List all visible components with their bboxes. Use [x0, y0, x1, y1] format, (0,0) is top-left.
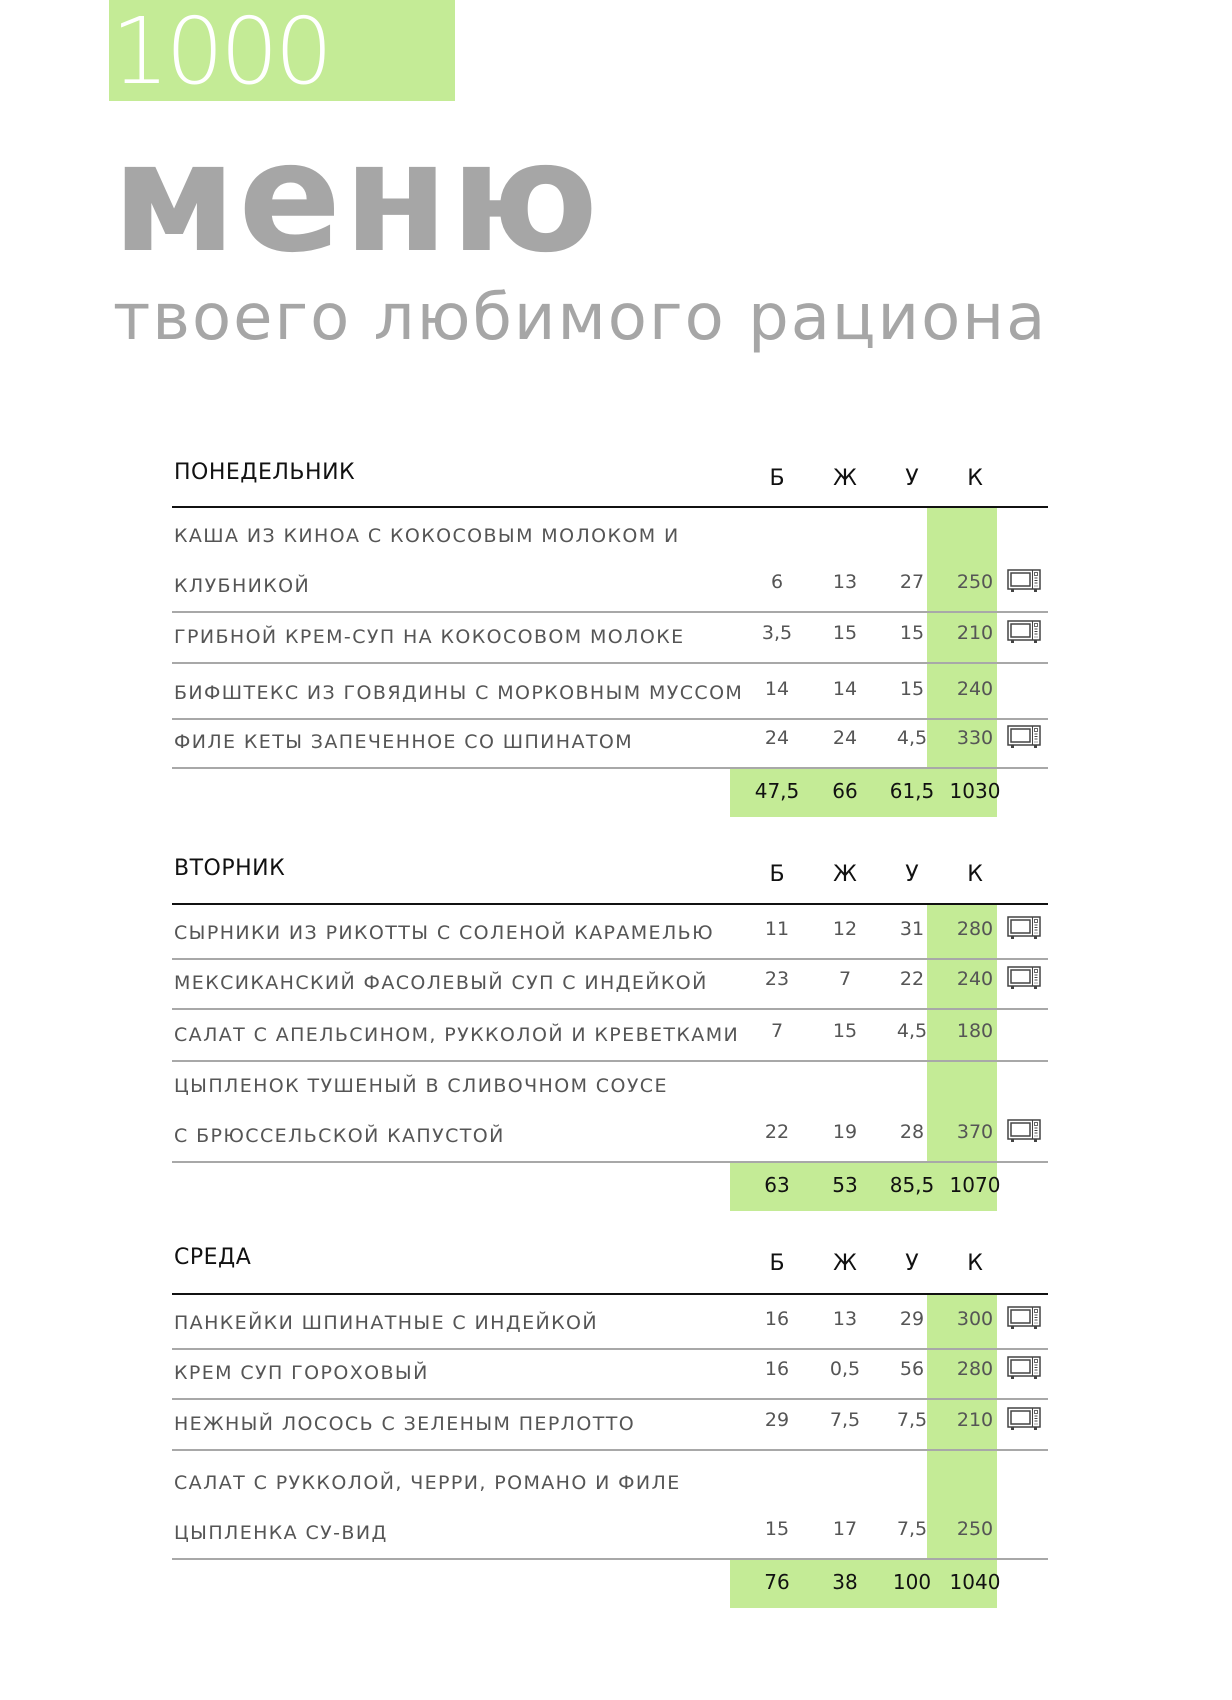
meal-carbs: 22 — [899, 968, 925, 990]
calorie-badge — [109, 0, 455, 105]
day-section — [172, 848, 1048, 1211]
meal-carbs: 28 — [899, 1121, 925, 1143]
meal-kcal: 250 — [956, 1518, 994, 1540]
column-header-protein: Б — [769, 466, 785, 491]
meal-fat: 14 — [832, 678, 858, 700]
microwave-icon — [1007, 916, 1041, 940]
column-header-carbs: У — [905, 1251, 919, 1276]
column-header-carbs: У — [905, 862, 919, 887]
meal-protein: 22 — [764, 1121, 790, 1143]
column-header-kcal: К — [967, 466, 983, 491]
meal-kcal: 210 — [956, 622, 994, 644]
meal-fat: 13 — [832, 1308, 858, 1330]
meal-kcal: 370 — [956, 1121, 994, 1143]
meal-protein: 6 — [770, 571, 784, 593]
dish-name: САЛАТ С АПЕЛЬСИНОМ, РУККОЛОЙ И КРЕВЕТКАМИ — [174, 1024, 740, 1046]
dish-name: ЦЫПЛЕНКА СУ-ВИД — [174, 1522, 388, 1544]
meal-fat: 0,5 — [829, 1358, 861, 1380]
day-section — [172, 1237, 1048, 1608]
dish-name: КЛУБНИКОЙ — [174, 575, 311, 597]
meal-fat: 7,5 — [829, 1409, 861, 1431]
meal-protein: 29 — [764, 1409, 790, 1431]
dish-name: ГРИБНОЙ КРЕМ-СУП НА КОКОСОВОМ МОЛОКЕ — [174, 626, 685, 648]
dish-name: БИФШТЕКС ИЗ ГОВЯДИНЫ С МОРКОВНЫМ МУССОМ — [174, 682, 744, 704]
meal-kcal: 280 — [956, 918, 994, 940]
meal-fat: 12 — [832, 918, 858, 940]
meal-fat: 24 — [832, 727, 858, 749]
day-section — [172, 452, 1048, 817]
page-subtitle: твоего любимого рациона — [113, 281, 1048, 355]
total-carbs: 85,5 — [889, 1173, 935, 1197]
day-title: ВТОРНИК — [174, 856, 286, 881]
meal-fat: 7 — [838, 968, 852, 990]
meal-protein: 11 — [764, 918, 790, 940]
column-header-protein: Б — [769, 1251, 785, 1276]
microwave-icon — [1007, 1119, 1041, 1143]
meal-fat: 19 — [832, 1121, 858, 1143]
meal-carbs: 56 — [899, 1358, 925, 1380]
meal-kcal: 180 — [956, 1020, 994, 1042]
meal-fat: 17 — [832, 1518, 858, 1540]
meal-protein: 23 — [764, 968, 790, 990]
total-carbs: 61,5 — [889, 779, 935, 803]
dish-name: ФИЛЕ КЕТЫ ЗАПЕЧЕННОЕ СО ШПИНАТОМ — [174, 731, 633, 753]
column-header-fat: Ж — [833, 466, 857, 491]
meal-carbs: 15 — [899, 622, 925, 644]
total-protein: 76 — [764, 1570, 790, 1594]
column-header-kcal: К — [967, 1251, 983, 1276]
meal-fat: 15 — [832, 622, 858, 644]
meal-kcal: 330 — [956, 727, 994, 749]
total-kcal: 1070 — [949, 1173, 1001, 1197]
column-header-kcal: К — [967, 862, 983, 887]
column-header-fat: Ж — [833, 862, 857, 887]
meal-kcal: 240 — [956, 968, 994, 990]
meal-protein: 24 — [764, 727, 790, 749]
dish-name: С БРЮССЕЛЬСКОЙ КАПУСТОЙ — [174, 1125, 505, 1147]
meal-fat: 15 — [832, 1020, 858, 1042]
meal-carbs: 7,5 — [896, 1409, 928, 1431]
dish-name: КРЕМ СУП ГОРОХОВЫЙ — [174, 1362, 429, 1384]
microwave-icon — [1007, 1306, 1041, 1330]
day-title: СРЕДА — [174, 1245, 252, 1270]
microwave-icon — [1007, 725, 1041, 749]
meal-kcal: 240 — [956, 678, 994, 700]
meal-kcal: 250 — [956, 571, 994, 593]
page-title: меню — [112, 109, 601, 286]
meal-carbs: 7,5 — [896, 1518, 928, 1540]
meal-carbs: 4,5 — [896, 1020, 928, 1042]
total-kcal: 1040 — [949, 1570, 1001, 1594]
total-protein: 47,5 — [754, 779, 800, 803]
dish-name: НЕЖНЫЙ ЛОСОСЬ С ЗЕЛЕНЫМ ПЕРЛОТТО — [174, 1413, 636, 1435]
meal-carbs: 27 — [899, 571, 925, 593]
calorie-badge-text: 1000 — [111, 0, 330, 105]
meal-kcal: 300 — [956, 1308, 994, 1330]
microwave-icon — [1007, 1356, 1041, 1380]
column-header-fat: Ж — [833, 1251, 857, 1276]
meal-protein: 3,5 — [761, 622, 793, 644]
microwave-icon — [1007, 1407, 1041, 1431]
meal-kcal: 210 — [956, 1409, 994, 1431]
dish-name: ПАНКЕЙКИ ШПИНАТНЫЕ С ИНДЕЙКОЙ — [174, 1312, 598, 1334]
meal-kcal: 280 — [956, 1358, 994, 1380]
total-fat: 53 — [832, 1173, 858, 1197]
total-carbs: 100 — [892, 1570, 932, 1594]
dish-name: САЛАТ С РУККОЛОЙ, ЧЕРРИ, РОМАНО И ФИЛЕ — [174, 1472, 681, 1494]
total-protein: 63 — [764, 1173, 790, 1197]
dish-name: ЦЫПЛЕНОК ТУШЕНЫЙ В СЛИВОЧНОМ СОУСЕ — [174, 1075, 668, 1097]
column-header-protein: Б — [769, 862, 785, 887]
meal-protein: 14 — [764, 678, 790, 700]
meal-row — [172, 508, 1048, 613]
meal-protein: 7 — [770, 1020, 784, 1042]
dish-name: СЫРНИКИ ИЗ РИКОТТЫ С СОЛЕНОЙ КАРАМЕЛЬЮ — [174, 922, 714, 944]
total-fat: 66 — [832, 779, 858, 803]
meal-carbs: 29 — [899, 1308, 925, 1330]
microwave-icon — [1007, 620, 1041, 644]
meal-protein: 16 — [764, 1358, 790, 1380]
total-fat: 38 — [832, 1570, 858, 1594]
meal-carbs: 31 — [899, 918, 925, 940]
total-kcal: 1030 — [949, 779, 1001, 803]
dish-name: МЕКСИКАНСКИЙ ФАСОЛЕВЫЙ СУП С ИНДЕЙКОЙ — [174, 972, 708, 994]
day-title: ПОНЕДЕЛЬНИК — [174, 460, 356, 485]
meal-protein: 16 — [764, 1308, 790, 1330]
microwave-icon — [1007, 966, 1041, 990]
meal-fat: 13 — [832, 571, 858, 593]
meal-carbs: 4,5 — [896, 727, 928, 749]
column-header-carbs: У — [905, 466, 919, 491]
microwave-icon — [1007, 569, 1041, 593]
meal-protein: 15 — [764, 1518, 790, 1540]
dish-name: КАША ИЗ КИНОА С КОКОСОВЫМ МОЛОКОМ И — [174, 525, 680, 547]
meal-carbs: 15 — [899, 678, 925, 700]
